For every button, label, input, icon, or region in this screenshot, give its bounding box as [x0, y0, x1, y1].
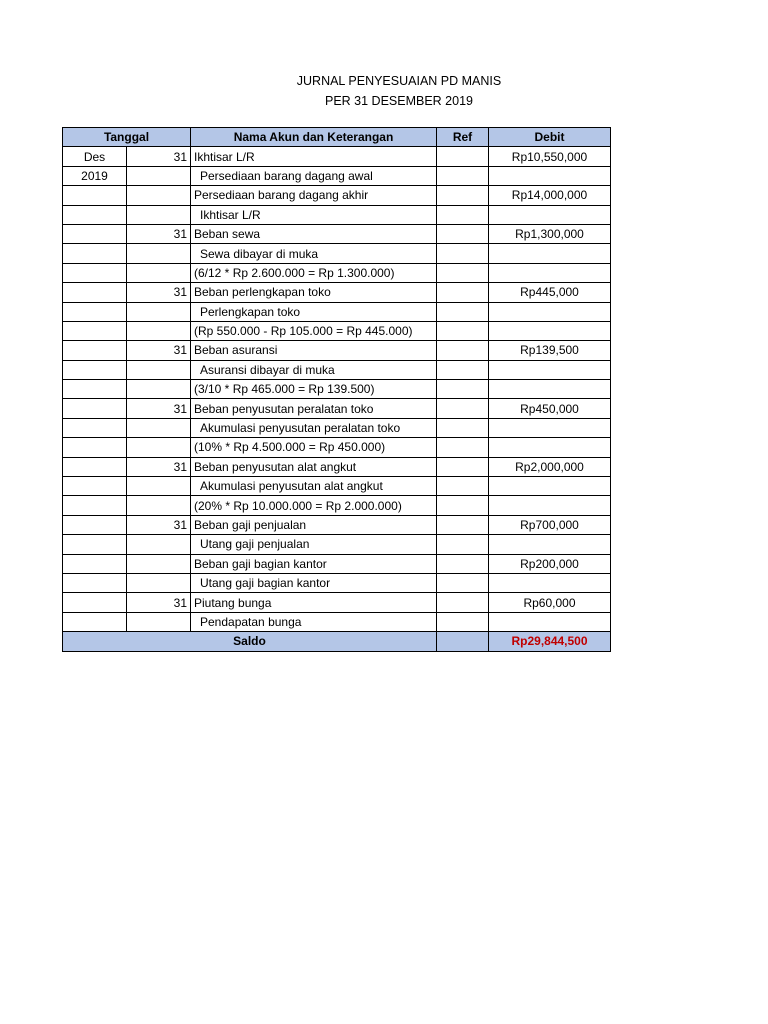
account-name-cell: Persediaan barang dagang akhir [191, 186, 437, 205]
day-cell [127, 573, 191, 592]
day-cell [127, 186, 191, 205]
saldo-total: Rp29,844,500 [489, 632, 611, 651]
table-row [63, 205, 611, 224]
ref-cell [437, 244, 489, 263]
account-name-cell: Persediaan barang dagang awal [191, 166, 437, 185]
adjusting-journal-table [62, 127, 611, 652]
account-name-cell: Beban penyusutan peralatan toko [191, 399, 437, 418]
account-name-cell: Ikhtisar L/R [191, 147, 437, 166]
account-name-cell: (Rp 550.000 - Rp 105.000 = Rp 445.000) [191, 321, 437, 340]
debit-cell: Rp14,000,000 [489, 186, 611, 205]
table-row [63, 380, 611, 399]
table-row [63, 263, 611, 282]
debit-cell [489, 612, 611, 631]
column-header-debit: Debit [489, 128, 611, 147]
account-name-cell: (20% * Rp 10.000.000 = Rp 2.000.000) [191, 496, 437, 515]
account-name-cell: Beban perlengkapan toko [191, 283, 437, 302]
month-cell [63, 593, 127, 612]
account-name-cell: Beban asuransi [191, 341, 437, 360]
debit-cell: Rp200,000 [489, 554, 611, 573]
account-name-cell: Beban gaji bagian kantor [191, 554, 437, 573]
table-row [63, 515, 611, 534]
month-cell [63, 380, 127, 399]
debit-cell [489, 360, 611, 379]
table-row [63, 593, 611, 612]
day-cell: 31 [127, 593, 191, 612]
month-cell [63, 496, 127, 515]
ref-cell [437, 341, 489, 360]
table-row [63, 224, 611, 243]
day-cell: 31 [127, 341, 191, 360]
debit-cell [489, 438, 611, 457]
table-row [63, 321, 611, 340]
day-cell [127, 380, 191, 399]
account-name-cell: Beban penyusutan alat angkut [191, 457, 437, 476]
debit-cell [489, 321, 611, 340]
ref-cell [437, 380, 489, 399]
debit-cell: Rp60,000 [489, 593, 611, 612]
debit-cell [489, 244, 611, 263]
table-row [63, 147, 611, 166]
month-cell: Des [63, 147, 127, 166]
document-title-block [0, 71, 768, 111]
account-name-cell: Beban gaji penjualan [191, 515, 437, 534]
month-cell [63, 515, 127, 534]
table-row [63, 418, 611, 437]
account-name-cell: (3/10 * Rp 465.000 = Rp 139.500) [191, 380, 437, 399]
ref-cell [437, 477, 489, 496]
account-name-cell: Piutang bunga [191, 593, 437, 612]
account-name-cell: Akumulasi penyusutan alat angkut [191, 477, 437, 496]
ref-cell [437, 593, 489, 612]
day-cell [127, 244, 191, 263]
day-cell [127, 554, 191, 573]
account-name-cell: (10% * Rp 4.500.000 = Rp 450.000) [191, 438, 437, 457]
ref-cell [437, 186, 489, 205]
day-cell: 31 [127, 515, 191, 534]
saldo-ref-cell [437, 632, 489, 651]
month-cell [63, 477, 127, 496]
table-row [63, 612, 611, 631]
debit-cell: Rp445,000 [489, 283, 611, 302]
month-cell [63, 438, 127, 457]
month-cell [63, 205, 127, 224]
table-row [63, 535, 611, 554]
account-name-cell: Akumulasi penyusutan peralatan toko [191, 418, 437, 437]
day-cell [127, 321, 191, 340]
month-cell [63, 244, 127, 263]
debit-cell [489, 496, 611, 515]
table-row [63, 573, 611, 592]
ref-cell [437, 554, 489, 573]
day-cell [127, 418, 191, 437]
month-cell [63, 573, 127, 592]
debit-cell [489, 573, 611, 592]
ref-cell [437, 147, 489, 166]
debit-cell [489, 302, 611, 321]
debit-cell: Rp450,000 [489, 399, 611, 418]
month-cell [63, 399, 127, 418]
ref-cell [437, 399, 489, 418]
day-cell [127, 302, 191, 321]
account-name-cell: Sewa dibayar di muka [191, 244, 437, 263]
column-header-tanggal: Tanggal [63, 128, 191, 147]
saldo-label: Saldo [63, 632, 437, 651]
table-header-row [63, 128, 611, 147]
debit-cell [489, 166, 611, 185]
day-cell [127, 477, 191, 496]
ref-cell [437, 515, 489, 534]
debit-cell: Rp139,500 [489, 341, 611, 360]
ref-cell [437, 321, 489, 340]
month-cell [63, 302, 127, 321]
account-name-cell: Asuransi dibayar di muka [191, 360, 437, 379]
day-cell: 31 [127, 283, 191, 302]
table-row [63, 283, 611, 302]
account-name-cell: Utang gaji penjualan [191, 535, 437, 554]
ref-cell [437, 438, 489, 457]
day-cell: 31 [127, 399, 191, 418]
debit-cell: Rp1,300,000 [489, 224, 611, 243]
table-row [63, 438, 611, 457]
table-row [63, 360, 611, 379]
day-cell [127, 535, 191, 554]
table-row [63, 302, 611, 321]
ref-cell [437, 263, 489, 282]
day-cell [127, 263, 191, 282]
month-cell [63, 418, 127, 437]
month-cell [63, 186, 127, 205]
document-title: JURNAL PENYESUAIAN PD MANIS [296, 74, 502, 88]
day-cell [127, 166, 191, 185]
ref-cell [437, 283, 489, 302]
table-row [63, 554, 611, 573]
document-subtitle: PER 31 DESEMBER 2019 [325, 94, 473, 108]
day-cell [127, 205, 191, 224]
journal-body [63, 147, 611, 632]
month-cell [63, 283, 127, 302]
ref-cell [437, 418, 489, 437]
ref-cell [437, 496, 489, 515]
month-cell [63, 612, 127, 631]
month-cell [63, 321, 127, 340]
table-row [63, 186, 611, 205]
account-name-cell: Ikhtisar L/R [191, 205, 437, 224]
account-name-cell: Perlengkapan toko [191, 302, 437, 321]
debit-cell [489, 535, 611, 554]
saldo-row [63, 632, 611, 651]
debit-cell: Rp700,000 [489, 515, 611, 534]
debit-cell: Rp2,000,000 [489, 457, 611, 476]
table-row [63, 244, 611, 263]
month-cell [63, 360, 127, 379]
ref-cell [437, 205, 489, 224]
table-row [63, 166, 611, 185]
ref-cell [437, 457, 489, 476]
month-cell [63, 535, 127, 554]
month-cell [63, 341, 127, 360]
day-cell: 31 [127, 224, 191, 243]
month-cell [63, 554, 127, 573]
table-row [63, 341, 611, 360]
month-cell [63, 263, 127, 282]
debit-cell [489, 477, 611, 496]
day-cell: 31 [127, 147, 191, 166]
column-header-nama-akun: Nama Akun dan Keterangan [191, 128, 437, 147]
account-name-cell: Utang gaji bagian kantor [191, 573, 437, 592]
ref-cell [437, 360, 489, 379]
table-row [63, 477, 611, 496]
day-cell [127, 496, 191, 515]
account-name-cell: Pendapatan bunga [191, 612, 437, 631]
ref-cell [437, 302, 489, 321]
ref-cell [437, 166, 489, 185]
account-name-cell: Beban sewa [191, 224, 437, 243]
debit-cell [489, 263, 611, 282]
ref-cell [437, 573, 489, 592]
debit-cell [489, 380, 611, 399]
day-cell [127, 360, 191, 379]
table-row [63, 457, 611, 476]
day-cell [127, 438, 191, 457]
ref-cell [437, 224, 489, 243]
day-cell: 31 [127, 457, 191, 476]
table-row [63, 399, 611, 418]
day-cell [127, 612, 191, 631]
ref-cell [437, 535, 489, 554]
debit-cell [489, 205, 611, 224]
account-name-cell: (6/12 * Rp 2.600.000 = Rp 1.300.000) [191, 263, 437, 282]
table-row [63, 496, 611, 515]
debit-cell: Rp10,550,000 [489, 147, 611, 166]
month-cell [63, 224, 127, 243]
column-header-ref: Ref [437, 128, 489, 147]
month-cell: 2019 [63, 166, 127, 185]
month-cell [63, 457, 127, 476]
debit-cell [489, 418, 611, 437]
ref-cell [437, 612, 489, 631]
